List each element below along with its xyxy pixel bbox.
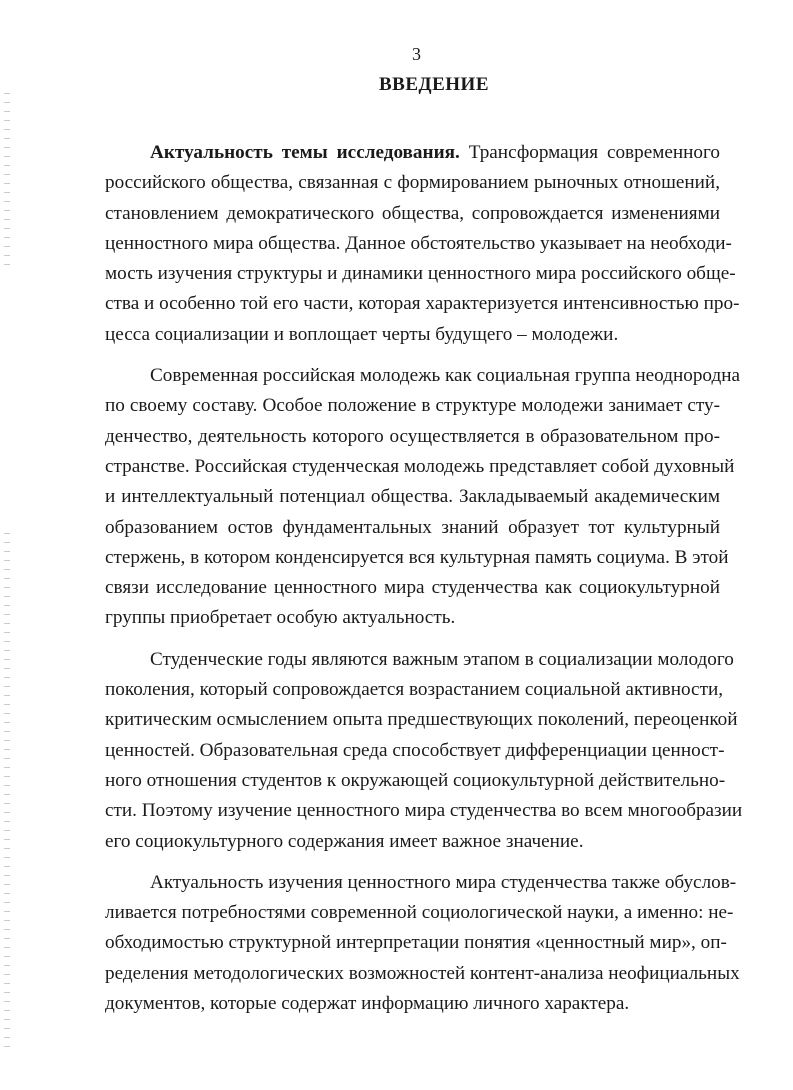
line-text: мость изучения структуры и динамики ценностного мира российского обще- [105, 263, 736, 285]
line-text: поколения, который сопровождается возрастанием социальной активности, [105, 679, 724, 701]
text-line [105, 989, 720, 1019]
line-text: Студенческие годы являются важным этапом в социализации молодого [150, 648, 734, 670]
text-line [105, 391, 720, 421]
line-text: ценностного мира общества. Данное обстоятельство указывает на необходи- [105, 232, 732, 254]
text-line [105, 229, 732, 259]
line-text: группы приобретает особую актуальность. [105, 607, 456, 629]
text-line [105, 603, 720, 633]
line-text: и интеллектуальный потенциал общества. Закладываемый академическим [105, 486, 720, 508]
text-line [105, 199, 720, 229]
line-text: Трансформация современного [459, 142, 720, 163]
text-line [105, 259, 736, 289]
text-line [105, 705, 738, 735]
line-text: сти. Поэтому изучение ценностного мира студенчества во всем многообразии [105, 800, 743, 822]
line-text: обходимостью структурной интерпретации понятия «ценностный мир», оп- [105, 932, 727, 954]
text-line [105, 320, 720, 350]
text-line [105, 796, 743, 826]
text-line [105, 827, 720, 857]
line-text: ределения методологических возможностей контент-анализа неофициальных [105, 962, 740, 984]
document-body [105, 138, 743, 1030]
line-text: образованием остов фундаментальных знаний образует тот культурный [105, 516, 720, 538]
line-text: ливается потребностями современной социологической науки, а именно: не- [105, 902, 734, 924]
scan-artifact [4, 90, 10, 270]
line-text: Актуальность изучения ценностного мира студенчества также обуслов- [150, 871, 737, 893]
text-line [105, 928, 727, 958]
text-line [105, 543, 729, 573]
text-line [105, 868, 737, 898]
bold-lead-in: Актуальность темы исследования. [150, 142, 460, 163]
section-title: ВВЕДЕНИЕ [379, 74, 489, 95]
line-text: ства и особенно той его части, которая характеризуется интенсивностью про- [105, 293, 740, 315]
text-line [105, 482, 720, 512]
line-text: ценностей. Образовательная среда способствует дифференциации ценност- [105, 739, 725, 761]
text-line [105, 422, 720, 452]
text-line [105, 675, 724, 705]
line-text: российского общества, связанная с формированием рыночных отношений, [105, 172, 720, 194]
scan-artifact [4, 530, 10, 1050]
line-text: Современная российская молодежь как социальная группа неоднородна [150, 365, 741, 387]
line-text: денчество, деятельность которого осуществляется в образовательном про- [105, 425, 720, 447]
paragraph [105, 645, 743, 857]
text-line [105, 573, 720, 603]
text-line [105, 513, 720, 543]
text-line [105, 959, 740, 989]
text-line [105, 289, 740, 319]
line-text: его социокультурного содержания имеет важное значение. [105, 830, 584, 852]
line-text: становлением демократического общества, сопровождается изменениями [105, 202, 720, 224]
line-text: странстве. Российская студенческая молодежь представляет собой духовный [105, 455, 735, 477]
page-number: 3 [412, 44, 421, 64]
line-text: связи исследование ценностного мира студенчества как социокультурной [105, 577, 720, 599]
paragraph [105, 361, 741, 634]
line-text: стержень, в котором конденсируется вся культурная память социума. В этой [105, 546, 729, 568]
line-text: по своему составу. Особое положение в структуре молодежи занимает сту- [105, 395, 720, 417]
line-text: документов, которые содержат информацию личного характера. [105, 993, 630, 1015]
text-line [105, 898, 734, 928]
text-line [105, 645, 734, 675]
line-text: критическим осмыслением опыта предшествующих поколений, переоценкой [105, 709, 738, 731]
text-line [105, 452, 735, 482]
line-text: ного отношения студентов к окружающей социокультурной действительно- [105, 769, 726, 791]
paragraph [105, 138, 740, 350]
text-line [105, 736, 725, 766]
text-line [105, 138, 720, 168]
paragraph [105, 868, 740, 1019]
text-line [105, 168, 720, 198]
text-line [105, 361, 741, 391]
line-text: цесса социализации и воплощает черты будущего – молодежи. [105, 323, 619, 345]
text-line [105, 766, 726, 796]
